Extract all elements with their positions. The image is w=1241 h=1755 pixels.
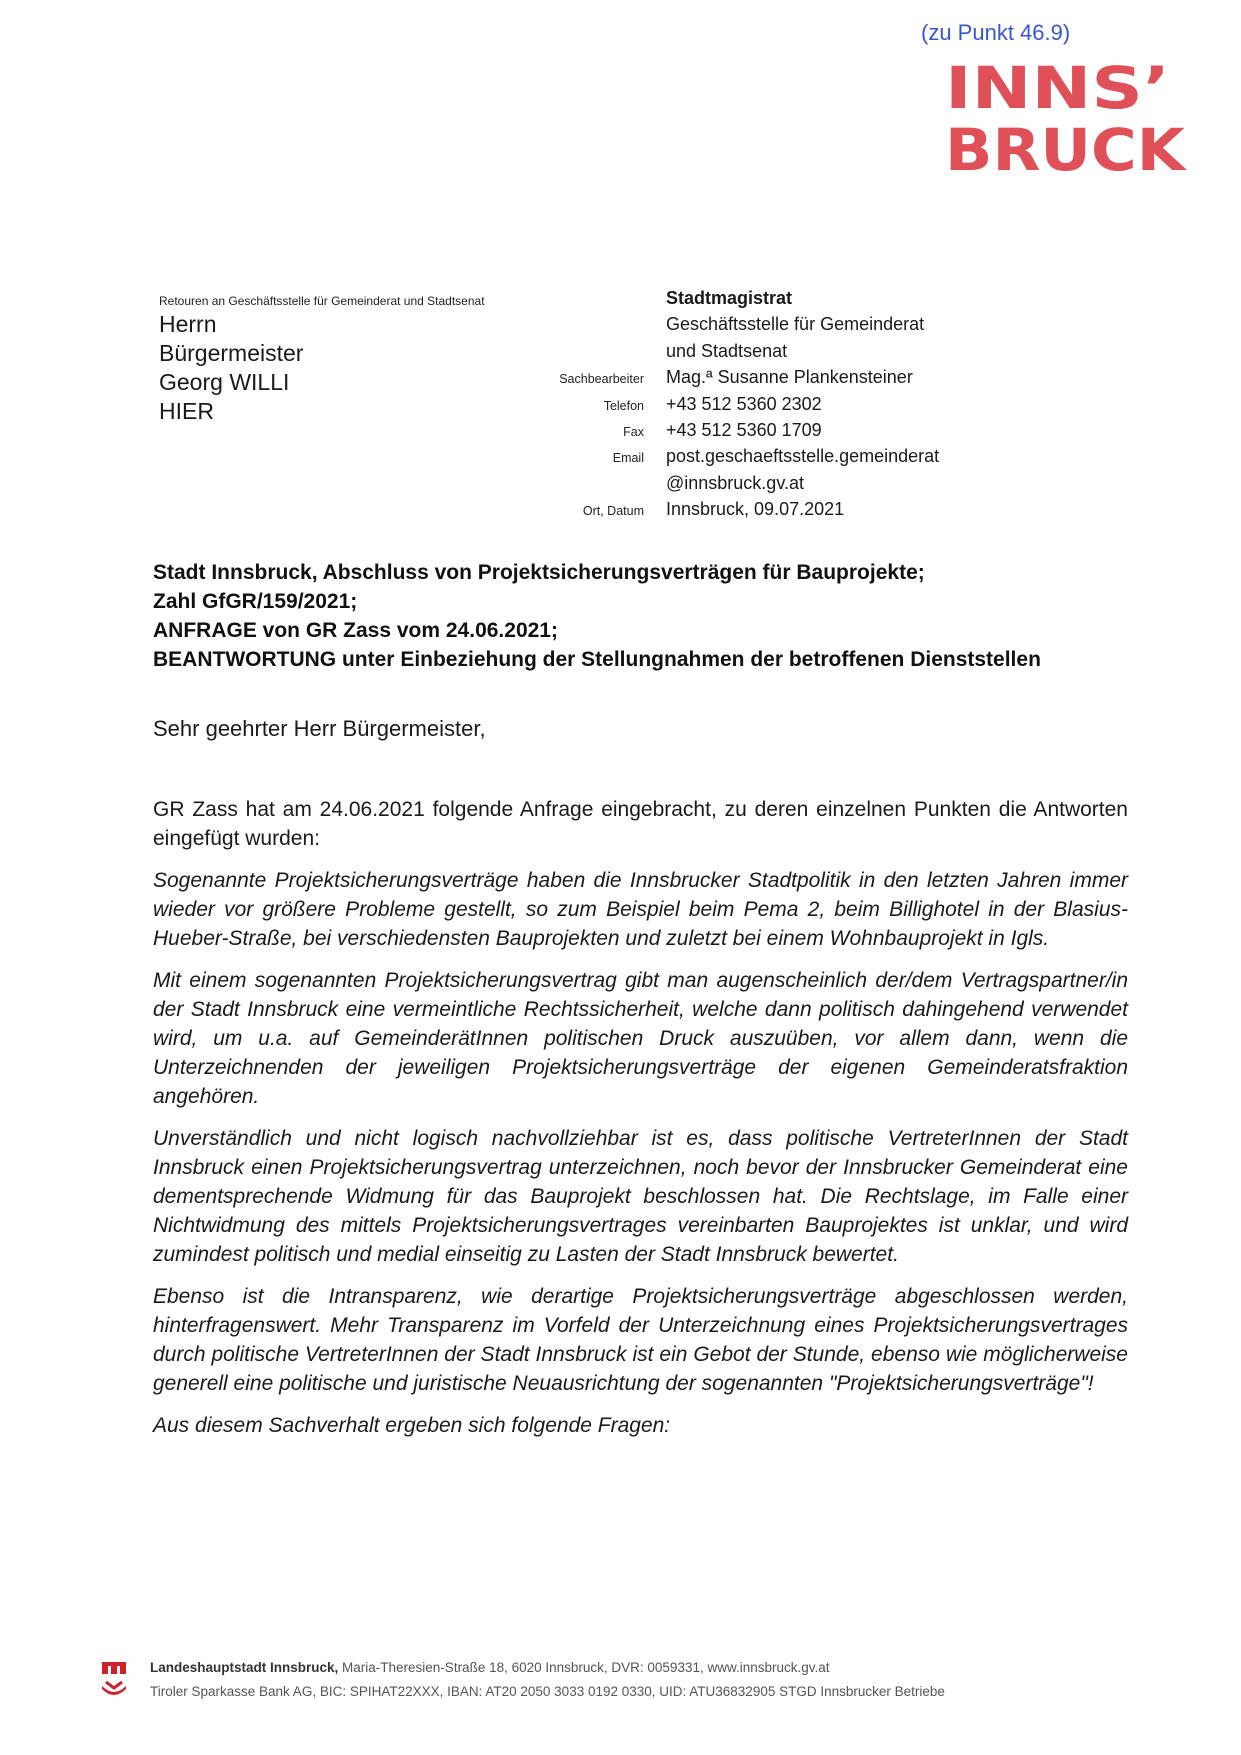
footer-city-name: Landeshauptstadt Innsbruck, [150, 1660, 339, 1675]
city-flag-icon [100, 1658, 136, 1700]
clerk-name: Mag.ª Susanne Plankensteiner [666, 367, 913, 388]
recipient-line: Georg WILLI [159, 369, 290, 395]
logo-line-2: BRUCK [945, 116, 1188, 178]
fax-number: +43 512 5360 1709 [666, 420, 822, 441]
innsbruck-logo [945, 58, 1190, 178]
subject-line: BEANTWORTUNG unter Einbeziehung der Stellungnahmen der betroffenen Dienststellen [153, 648, 1041, 671]
subject-line: Stadt Innsbruck, Abschluss von Projektsicherungsverträgen für Bauprojekte; [153, 561, 925, 584]
recipient-line: HIER [159, 398, 214, 424]
sender-office: Stadtmagistrat [666, 288, 793, 308]
email-address-domain: @innsbruck.gv.at [666, 472, 804, 493]
recipient-block [159, 310, 303, 426]
recipient-line: Bürgermeister [159, 340, 304, 366]
logo-line-1: INNS’ [945, 58, 1170, 122]
intro-paragraph: GR Zass hat am 24.06.2021 folgende Anfrage eingebracht, zu deren einzelnen Punkten die Antworten eingefügt wurden: [153, 798, 1128, 850]
email-label: Email [612, 451, 644, 466]
sender-department: und Stadtsenat [666, 340, 788, 361]
subject-line: ANFRAGE von GR Zass vom 24.06.2021; [153, 619, 558, 642]
quoted-paragraph: Aus diesem Sachverhalt ergeben sich folgende Fragen: [153, 1414, 671, 1437]
footer-line-2: Tiroler Sparkasse Bank AG, BIC: SPIHAT22XXX, IBAN: AT20 2050 3033 0192 0330, UID: ATU36832905 STGD Innsbrucker Betriebe [150, 1684, 945, 1699]
recipient-line: Herrn [159, 311, 217, 337]
subject-block [153, 558, 1133, 674]
fax-label: Fax [623, 425, 644, 440]
reference-note: (zu Punkt 46.9) [921, 20, 1071, 45]
footer-text [150, 1656, 945, 1704]
place-date: Innsbruck, 09.07.2021 [666, 499, 845, 520]
phone-number: +43 512 5360 2302 [666, 393, 822, 414]
footer-line-1 [150, 1656, 945, 1680]
sender-department: Geschäftsstelle für Gemeinderat [666, 314, 925, 335]
date-label: Ort, Datum [582, 504, 644, 519]
phone-label: Telefon [603, 398, 644, 413]
sender-info-block [520, 285, 1080, 523]
clerk-label: Sachbearbeiter [559, 372, 644, 387]
subject-line: Zahl GfGR/159/2021; [153, 590, 358, 613]
quoted-paragraph: Sogenannte Projektsicherungsverträge haben die Innsbrucker Stadtpolitik in den letzten Jahren immer wieder vor größere Probleme gestellt, so zum Beispiel beim Pema 2, beim Billighotel in der Blasius-Hueber-Straße, bei verschiedensten Bauprojekten und zuletzt bei einem Wohnbauprojekt in Igls. [153, 869, 1128, 950]
salutation: Sehr geehrter Herr Bürgermeister, [153, 716, 486, 741]
email-address: post.geschaeftsstelle.gemeinderat [666, 446, 940, 467]
quoted-paragraph: Ebenso ist die Intransparenz, wie derartige Projektsicherungsverträge abgeschlossen werden, hinterfragenswert. Mehr Transparenz im Vorfeld der Unterzeichnung eines Projektsicherungsvertrages durch politische VertreterInnen der Stadt Innsbruck ist ein Gebot der Stunde, ebenso wie möglicherweise generell eine politische und juristische Neuausrichtung der sogenannten "Projektsicherungsverträge"! [153, 1285, 1128, 1395]
quoted-paragraph: Unverständlich und nicht logisch nachvollziehbar ist es, dass politische VertreterInnen der Stadt Innsbruck einen Projektsicherungsvertrag unterzeichnen, noch bevor der Innsbrucker Gemeinderat eine dementsprechende Widmung für das Bauprojekt beschlossen hat. Die Rechtslage, im Falle einer Nichtwidmung des mittels Projektsicherungsvertrages vereinbarten Bauprojektes ist unklar, und wird zumindest politisch und medial einseitig zu Lasten der Stadt Innsbruck bewertet. [153, 1127, 1128, 1266]
quoted-paragraph: Mit einem sogenannten Projektsicherungsvertrag gibt man augenscheinlich der/dem Vertragspartner/in der Stadt Innsbruck eine vermeintliche Rechtssicherheit, welche dann politisch dahingehend verwendet wird, um u.a. auf GemeinderätInnen politischen Druck auszuüben, vor allem dann, wenn die Unterzeichnenden der jeweiligen Projektsicherungsverträge der eigenen Gemeinderatsfraktion angehören. [153, 969, 1128, 1108]
return-address-line: Retouren an Geschäftsstelle für Gemeinderat und Stadtsenat [159, 294, 485, 308]
sender-row-office [520, 285, 1080, 311]
footer-address: Maria-Theresien-Straße 18, 6020 Innsbruck, DVR: 0059331, www.innsbruck.gv.at [338, 1660, 830, 1675]
letter-body [153, 795, 1128, 1453]
